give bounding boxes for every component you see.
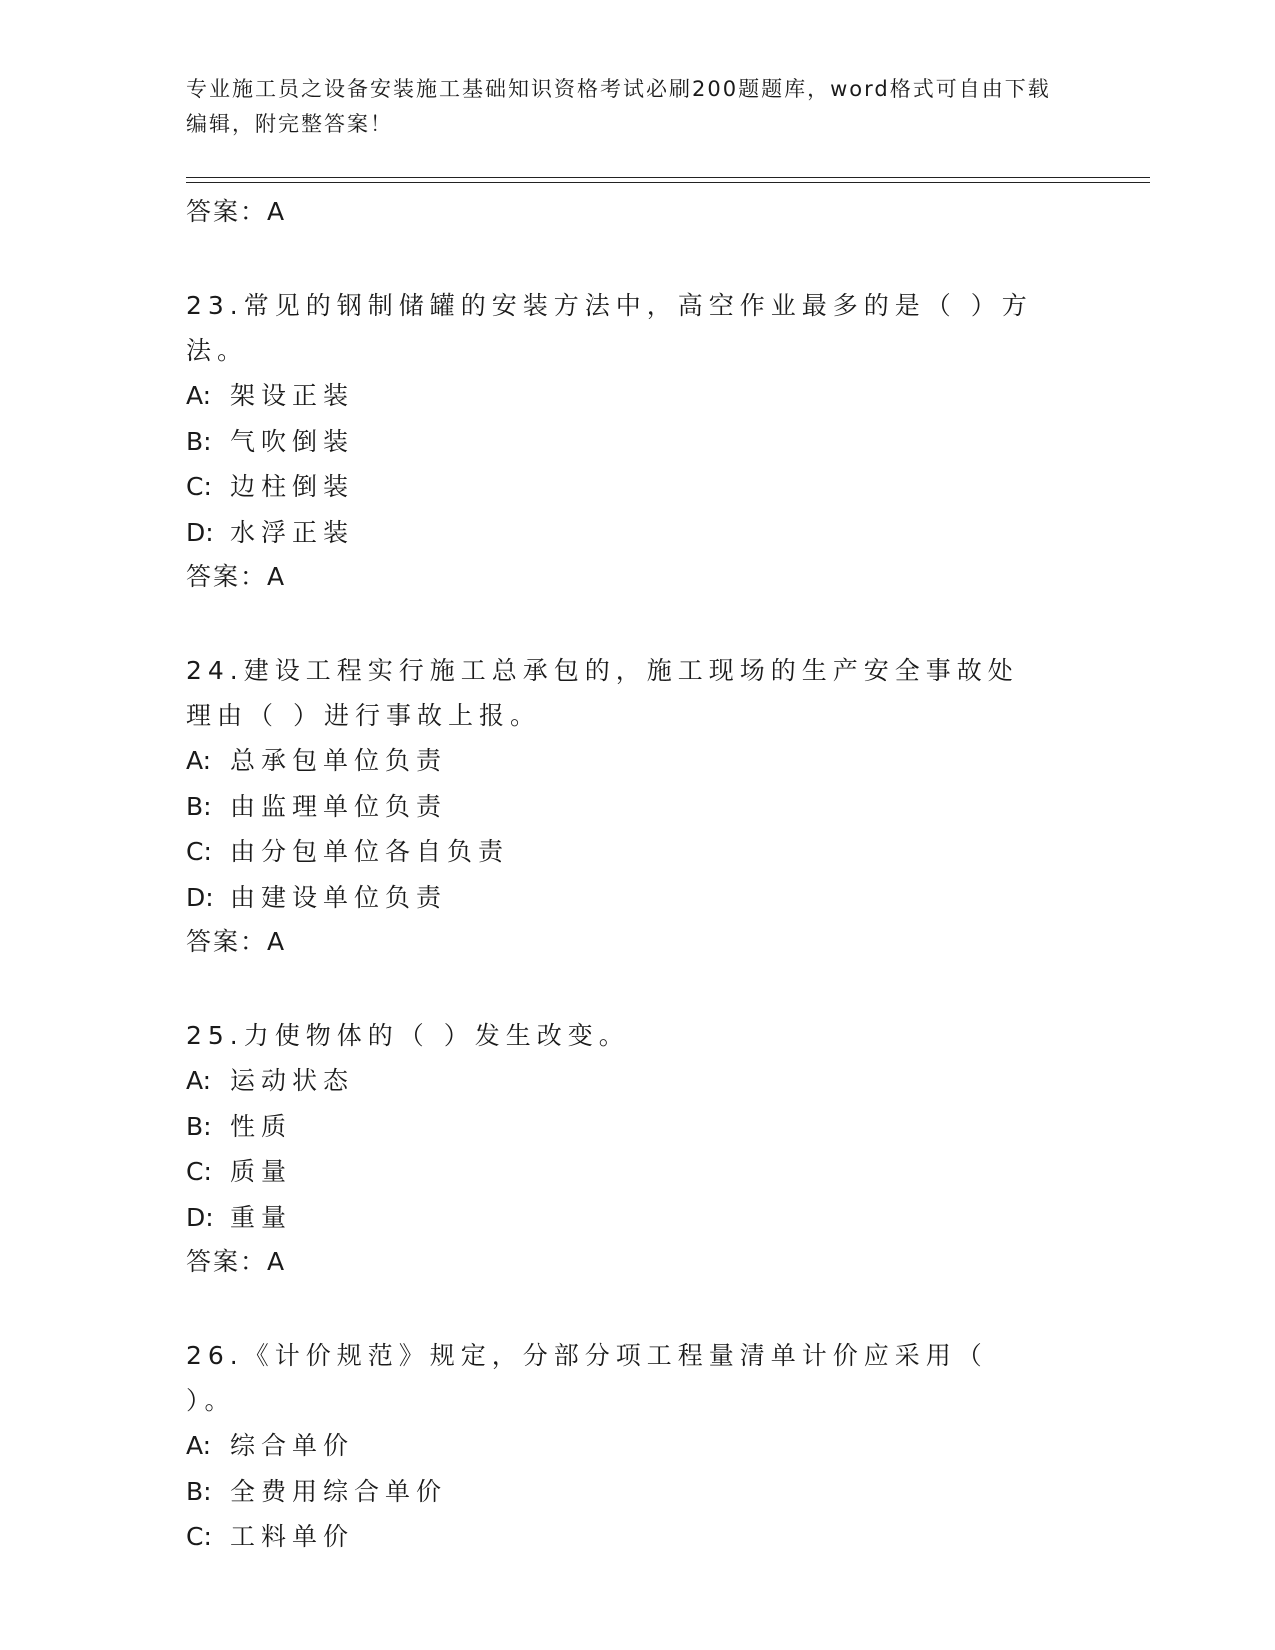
option-letter: B: [186, 1476, 212, 1506]
option-letter: A: [186, 1431, 212, 1460]
option-b [186, 1104, 1086, 1150]
option-b [186, 419, 1086, 465]
option-b [186, 784, 1086, 830]
option-text: 全费用综合单价 [230, 1476, 448, 1506]
header-rule-top [186, 177, 1150, 178]
option-d [186, 875, 1086, 921]
option-text: 综合单价 [230, 1431, 355, 1460]
answer-line: 答案：A [186, 562, 287, 591]
option-d [186, 510, 1086, 556]
answer-line: 答案：A [186, 1247, 287, 1276]
question-block [186, 648, 1086, 964]
header-rule-bottom [186, 182, 1150, 183]
question-text: 25.力使物体的（ ）发生改变。 [186, 1021, 630, 1050]
option-c [186, 829, 1086, 875]
question-block [186, 1013, 1086, 1284]
option-text: 由监理单位负责 [230, 791, 448, 821]
option-letter: C: [186, 1157, 212, 1186]
option-text: 水浮正装 [230, 517, 355, 547]
answer-line: 答案：A [186, 197, 287, 226]
option-letter: C: [186, 837, 212, 866]
question-text: 23.常见的钢制储罐的安装方法中，高空作业最多的是（ ）方法。 [186, 291, 1033, 365]
option-letter: C: [186, 472, 212, 501]
option-letter: C: [186, 1522, 212, 1551]
question-list [186, 190, 1086, 1560]
option-text: 质量 [230, 1157, 293, 1186]
question-text: 24.建设工程实行施工总承包的，施工现场的生产安全事故处理由（ ）进行事故上报。 [186, 656, 1019, 730]
option-letter: D: [186, 517, 214, 547]
option-a [186, 373, 1086, 419]
option-text: 运动状态 [230, 1066, 355, 1095]
answer-line: 答案：A [186, 927, 287, 956]
option-letter: D: [186, 1202, 214, 1232]
option-letter: B: [186, 1111, 212, 1141]
question-block [186, 283, 1086, 599]
option-text: 重量 [230, 1202, 293, 1232]
option-text: 由分包单位各自负责 [230, 837, 510, 866]
option-letter: B: [186, 791, 212, 821]
option-c [186, 464, 1086, 510]
question-text: 26.《计价规范》规定，分部分项工程量清单计价应采用（ ）。 [186, 1341, 988, 1415]
option-text: 由建设单位负责 [230, 882, 448, 912]
option-letter: A: [186, 381, 212, 410]
option-letter: A: [186, 746, 212, 775]
option-c [186, 1149, 1086, 1195]
option-a [186, 738, 1086, 784]
option-a [186, 1423, 1086, 1469]
document-header: 专业施工员之设备安装施工基础知识资格考试必刷200题题库，word格式可自由下载编辑，附完整答案！ [186, 77, 1051, 136]
option-letter: D: [186, 882, 214, 912]
question-block [186, 1333, 1086, 1560]
option-a [186, 1058, 1086, 1104]
option-text: 边柱倒装 [230, 472, 355, 501]
option-text: 总承包单位负责 [230, 746, 448, 775]
option-b [186, 1469, 1086, 1515]
option-text: 气吹倒装 [230, 426, 355, 456]
option-text: 架设正装 [230, 381, 355, 410]
option-c [186, 1514, 1086, 1560]
option-letter: B: [186, 426, 212, 456]
option-d [186, 1195, 1086, 1241]
option-text: 性质 [230, 1111, 293, 1141]
option-text: 工料单价 [230, 1522, 355, 1551]
option-letter: A: [186, 1066, 212, 1095]
